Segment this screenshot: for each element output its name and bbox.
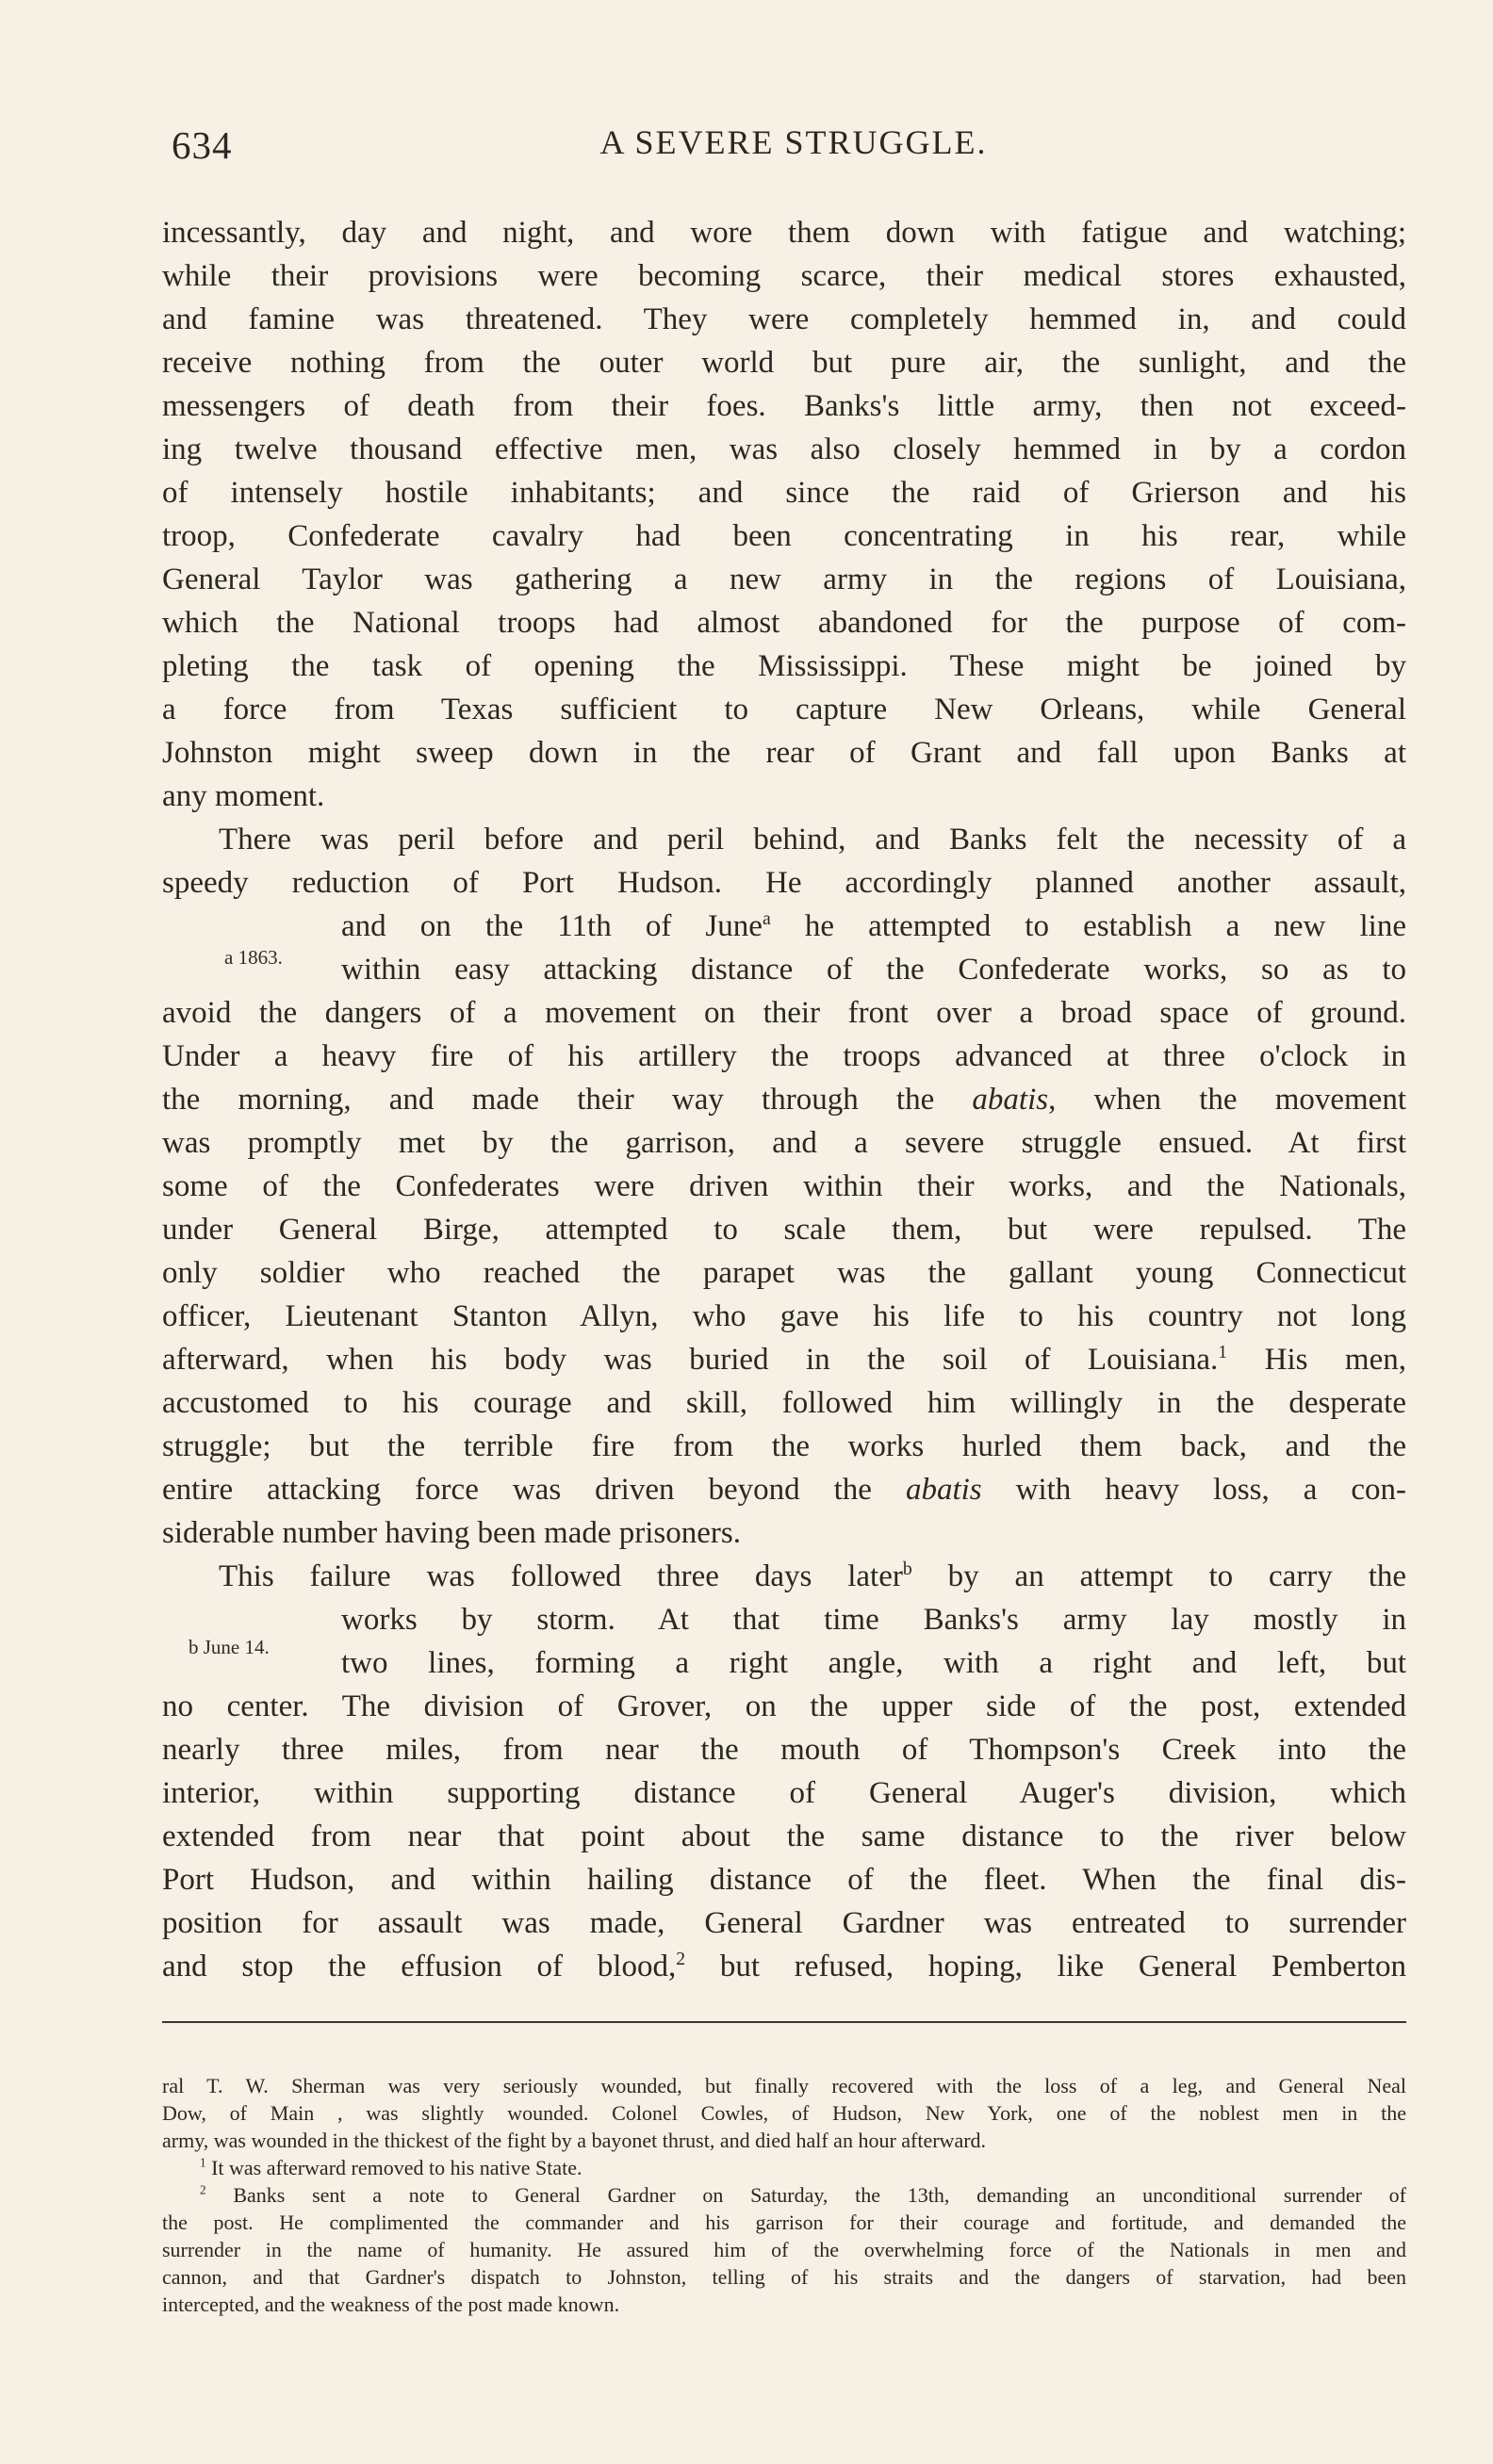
footnote-line: surrender in the name of humanity. He assured him of the overwhelming force of the Nationals in men and — [162, 2238, 1406, 2261]
footnote-text: Banks sent a note to General Gardner on Saturday, the 13th, demanding an unconditional surrender of — [233, 2183, 1406, 2207]
italic-term: abatis — [905, 1473, 982, 1507]
footnote-line: cannon, and that Gardner's dispatch to Johnston, telling of his straits and the dangers of starvation, had been — [162, 2265, 1406, 2289]
text-segment: This failure was followed three days later — [219, 1559, 903, 1593]
text-line: entire attacking force was driven beyond the abatis with heavy loss, a con- — [162, 1473, 1406, 1507]
text-line: receive nothing from the outer world but pure air, the sunlight, and the — [162, 346, 1406, 380]
footnote-ref-1: 1 — [1218, 1342, 1228, 1363]
page-number: 634 — [172, 123, 233, 167]
text-line: pleting the task of opening the Mississippi. These might be joined by — [162, 649, 1406, 683]
footnote-marker-2: 2 — [200, 2182, 206, 2197]
text-line — [162, 1338, 1406, 1381]
footnote-line: army, was wounded in the thickest of the fight by a bayonet thrust, and died half an hour afterward. — [162, 2129, 987, 2152]
footnote-line: the post. He complimented the commander and his garrison for their courage and fortitude, and demanded the — [162, 2211, 1406, 2234]
text-line: under General Birge, attempted to scale them, but were repulsed. The — [162, 1213, 1406, 1247]
running-head: A SEVERE STRUGGLE. — [599, 123, 988, 161]
text-segment: he attempted to establish a new line — [770, 909, 1406, 943]
text-line: General Taylor was gathering a new army in the regions of Louisiana, — [162, 563, 1406, 596]
text-segment: His men, — [1227, 1343, 1406, 1377]
text-segment: by an attempt to carry the — [911, 1559, 1407, 1593]
text-line: officer, Lieutenant Stanton Allyn, who gave his life to his country not long — [162, 1299, 1406, 1333]
text-line: two lines, forming a right angle, with a right and left, but — [341, 1646, 1406, 1680]
text-line: within easy attacking distance of the Confederate works, so as to — [341, 953, 1406, 987]
text-line: a force from Texas sufficient to capture New Orleans, while General — [162, 693, 1406, 726]
footnote-ref-b: b — [902, 1558, 912, 1579]
text-line: some of the Confederates were driven within their works, and the Nationals, — [162, 1169, 1406, 1203]
text-line: Under a heavy fire of his artillery the troops advanced at three o'clock in — [162, 1039, 1406, 1073]
margin-note-b: b June 14. — [189, 1636, 270, 1658]
footnote-line: Dow, of Main , was slightly wounded. Colonel Cowles, of Hudson, New York, one of the noblest men in the — [162, 2101, 1406, 2125]
text-line: siderable number having been made prisoners. — [162, 1516, 741, 1550]
footnote-separator — [162, 2021, 1406, 2023]
text-line: troop, Confederate cavalry had been concentrating in his rear, while — [162, 519, 1406, 553]
text-line: any moment. — [162, 779, 325, 813]
text-line: incessantly, day and night, and wore them down with fatigue and watching; — [162, 216, 1406, 250]
margin-note-a: a 1863. — [224, 946, 283, 969]
text-line: ing twelve thousand effective men, was also closely hemmed in by a cordon — [162, 432, 1406, 466]
text-segment: afterward, when his body was buried in the soil of Louisiana. — [162, 1343, 1219, 1377]
footnote-text: It was afterward removed to his native State. — [211, 2156, 582, 2179]
text-line: interior, within supporting distance of General Auger's division, which — [162, 1776, 1406, 1810]
text-line — [162, 1945, 1406, 1988]
footnote-line — [162, 2181, 1406, 2209]
text-segment: and stop the effusion of blood, — [162, 1950, 677, 1983]
text-line: only soldier who reached the parapet was the gallant young Connecticut — [162, 1256, 1406, 1290]
text-line: nearly three miles, from near the mouth of Thompson's Creek into the — [162, 1733, 1406, 1767]
page-header — [162, 122, 1406, 179]
text-line: extended from near that point about the same distance to the river below — [162, 1819, 1406, 1853]
text-line: works by storm. At that time Banks's army lay mostly in — [341, 1603, 1406, 1637]
footnotes — [162, 2072, 1406, 2318]
footnote-ref-a: a — [762, 908, 771, 929]
text-line: There was peril before and peril behind, and Banks felt the necessity of a — [219, 823, 1406, 857]
text-line: Johnston might sweep down in the rear of Grant and fall upon Banks at — [162, 736, 1406, 770]
text-segment: and on the 11th of June — [341, 909, 763, 943]
footnote-line — [162, 2154, 1406, 2181]
footnote-marker-1: 1 — [200, 2155, 206, 2170]
text-line: speedy reduction of Port Hudson. He accordingly planned another assault, — [162, 866, 1406, 900]
footnote-ref-2: 2 — [676, 1949, 686, 1969]
text-line: messengers of death from their foes. Banks's little army, then not exceed- — [162, 389, 1406, 423]
text-line: accustomed to his courage and skill, followed him willingly in the desperate — [162, 1386, 1406, 1420]
text-line — [162, 1555, 1406, 1598]
text-line: struggle; but the terrible fire from the works hurled them back, and the — [162, 1429, 1406, 1463]
text-line: was promptly met by the garrison, and a severe struggle ensued. At first — [162, 1126, 1406, 1160]
text-line: of intensely hostile inhabitants; and since the raid of Grierson and his — [162, 476, 1406, 510]
italic-term: abatis — [972, 1083, 1049, 1117]
text-line: no center. The division of Grover, on the upper side of the post, extended — [162, 1689, 1406, 1723]
footnote-line: ral T. W. Sherman was very seriously wounded, but finally recovered with the loss of a leg, and General Neal — [162, 2074, 1406, 2097]
text-line: Port Hudson, and within hailing distance of the fleet. When the final dis- — [162, 1863, 1406, 1897]
text-line: the morning, and made their way through the abatis, when the movement — [162, 1083, 1406, 1117]
text-line: avoid the dangers of a movement on their front over a broad space of ground. — [162, 996, 1406, 1030]
text-segment: but refused, hoping, like General Pemberton — [719, 1950, 1407, 1983]
text-line: position for assault was made, General Gardner was entreated to surrender — [162, 1906, 1406, 1940]
text-line: while their provisions were becoming scarce, their medical stores exhausted, — [162, 259, 1406, 293]
body-text — [162, 211, 1406, 1988]
text-line: and famine was threatened. They were completely hemmed in, and could — [162, 302, 1406, 336]
text-line: which the National troops had almost abandoned for the purpose of com- — [162, 606, 1406, 640]
footnote-line: intercepted, and the weakness of the post made known. — [162, 2293, 620, 2316]
text-line — [162, 905, 1406, 948]
